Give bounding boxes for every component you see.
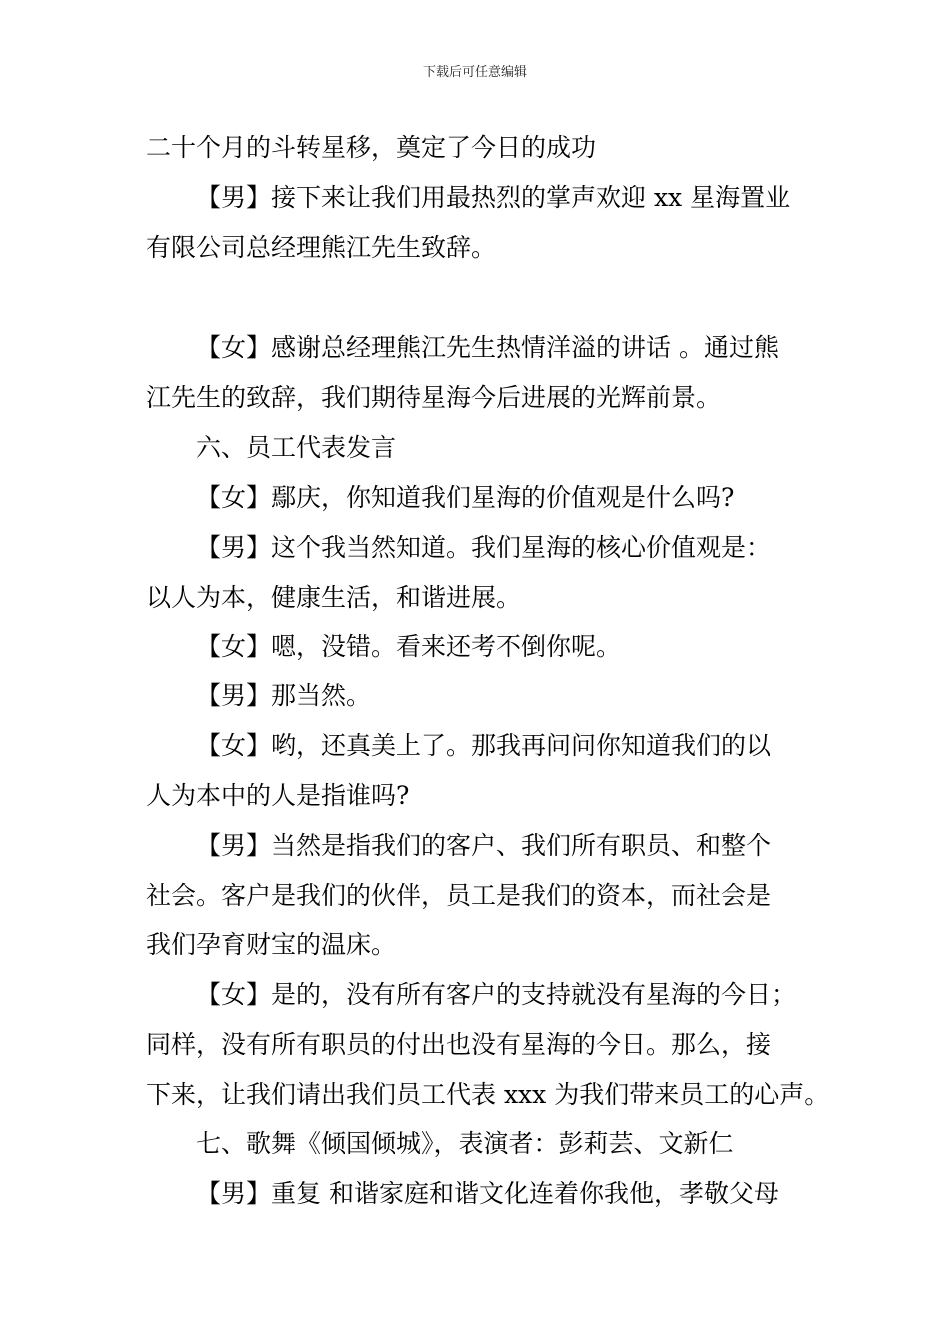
paragraph-line: 二十个月的斗转星移，奠定了今日的成功 — [146, 133, 597, 162]
paragraph-line: 我们孕育财宝的温床。 — [146, 930, 397, 959]
page-header: 下载后可任意编辑 — [422, 65, 527, 80]
paragraph-line: 有限公司总经理熊江先生致辞。 — [146, 233, 497, 262]
paragraph-line: 【男】那当然。 — [196, 681, 372, 710]
paragraph-line: 同样，没有所有职员的付出也没有星海的今日。那么，接 — [146, 1030, 772, 1059]
paragraph-line: 【男】这个我当然知道。我们星海的核心价值观是： — [196, 533, 772, 562]
section-heading: 六、员工代表发言 — [196, 433, 397, 462]
paragraph-line: 江先生的致辞，我们期待星海今后进展的光辉前景。 — [146, 383, 722, 412]
paragraph-line: 【男】当然是指我们的客户、我们所有职员、和整个 — [196, 831, 772, 860]
paragraph-line: 【女】感谢总经理熊江先生热情洋溢的讲话 。通过熊 — [196, 333, 779, 362]
paragraph-line: 【女】鄢庆，你知道我们星海的价值观是什么吗? — [196, 483, 735, 512]
paragraph-line: 【男】接下来让我们用最热烈的掌声欢迎 xx 星海置业 — [196, 183, 791, 212]
paragraph-line: 下来，让我们请出我们员工代表 xxx 为我们带来员工的心声。 — [146, 1080, 830, 1109]
paragraph-line: 人为本中的人是指谁吗? — [146, 781, 410, 810]
paragraph-line: 以人为本，健康生活，和谐进展。 — [146, 583, 522, 612]
section-heading: 七、歌舞《倾国倾城》，表演者：彭莉芸、文新仁 — [196, 1129, 734, 1158]
paragraph-line: 【男】重复 和谐家庭和谐文化连着你我他，孝敬父母 — [196, 1179, 779, 1208]
paragraph-line: 【女】哟，还真美上了。那我再问问你知道我们的以 — [196, 731, 772, 760]
paragraph-line: 【女】是的，没有所有客户的支持就没有星海的今日； — [196, 980, 797, 1009]
paragraph-line: 社会。客户是我们的伙伴，员工是我们的资本，而社会是 — [146, 881, 772, 910]
paragraph-line: 【女】嗯，没错。看来还考不倒你呢。 — [196, 632, 622, 661]
